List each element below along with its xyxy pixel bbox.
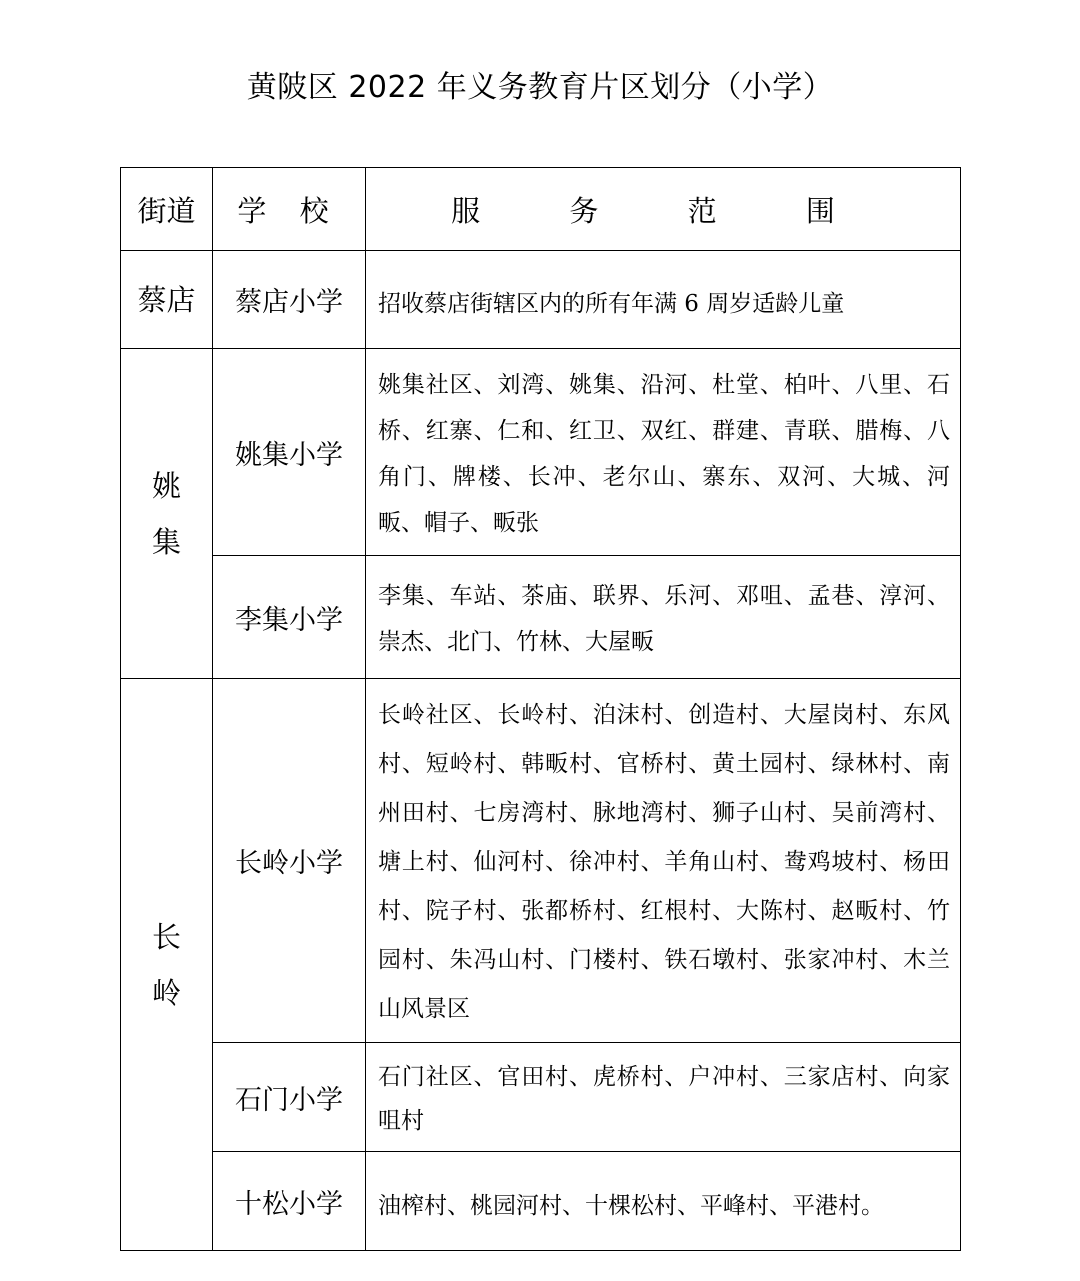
- header-school: 学 校: [213, 168, 366, 251]
- range-cell: 石门社区、官田村、虎桥村、户冲村、三家店村、向家咀村: [366, 1043, 961, 1152]
- range-cell: 招收蔡店街辖区内的所有年满 6 周岁适龄儿童: [366, 251, 961, 349]
- school-cell: 石门小学: [213, 1043, 366, 1152]
- street-cell: 长 岭: [121, 679, 213, 1251]
- school-cell: 长岭小学: [213, 679, 366, 1043]
- header-street: 街道: [121, 168, 213, 251]
- table-row: [121, 1152, 961, 1251]
- table-row: [121, 349, 961, 556]
- school-cell: 姚集小学: [213, 349, 366, 556]
- school-cell: 蔡店小学: [213, 251, 366, 349]
- table-row: [121, 679, 961, 1043]
- street-cell: 蔡店: [121, 251, 213, 349]
- table-row: [121, 556, 961, 679]
- page-title: 黄陂区 2022 年义务教育片区划分（小学）: [246, 70, 834, 105]
- header-range: 服 务 范 围: [366, 168, 961, 251]
- table-row: [121, 1043, 961, 1152]
- range-cell: 油榨村、桃园河村、十棵松村、平峰村、平港村。: [366, 1152, 961, 1251]
- range-cell: 李集、车站、茶庙、联界、乐河、邓咀、孟巷、淳河、崇杰、北门、竹林、大屋畈: [366, 556, 961, 679]
- school-cell: 李集小学: [213, 556, 366, 679]
- school-district-table: [120, 167, 961, 1251]
- range-cell: 姚集社区、刘湾、姚集、沿河、杜堂、柏叶、八里、石桥、红寨、仁和、红卫、双红、群建、青联、腊梅、八角门、牌楼、长冲、老尔山、寨东、双河、大城、河畈、帽子、畈张: [366, 349, 961, 556]
- table-row: [121, 251, 961, 349]
- range-cell: 长岭社区、长岭村、泊沫村、创造村、大屋岗村、东风村、短岭村、韩畈村、官桥村、黄土园村、绿林村、南州田村、七房湾村、脉地湾村、狮子山村、吴前湾村、塘上村、仙河村、徐冲村、羊角山村、鸯鸡坡村、杨田村、院子村、张都桥村、红根村、大陈村、赵畈村、竹园村、朱冯山村、门楼村、铁石墩村、张家冲村、木兰山风景区: [366, 679, 961, 1043]
- table-header-row: [121, 168, 961, 251]
- street-cell: 姚 集: [121, 349, 213, 679]
- school-cell: 十松小学: [213, 1152, 366, 1251]
